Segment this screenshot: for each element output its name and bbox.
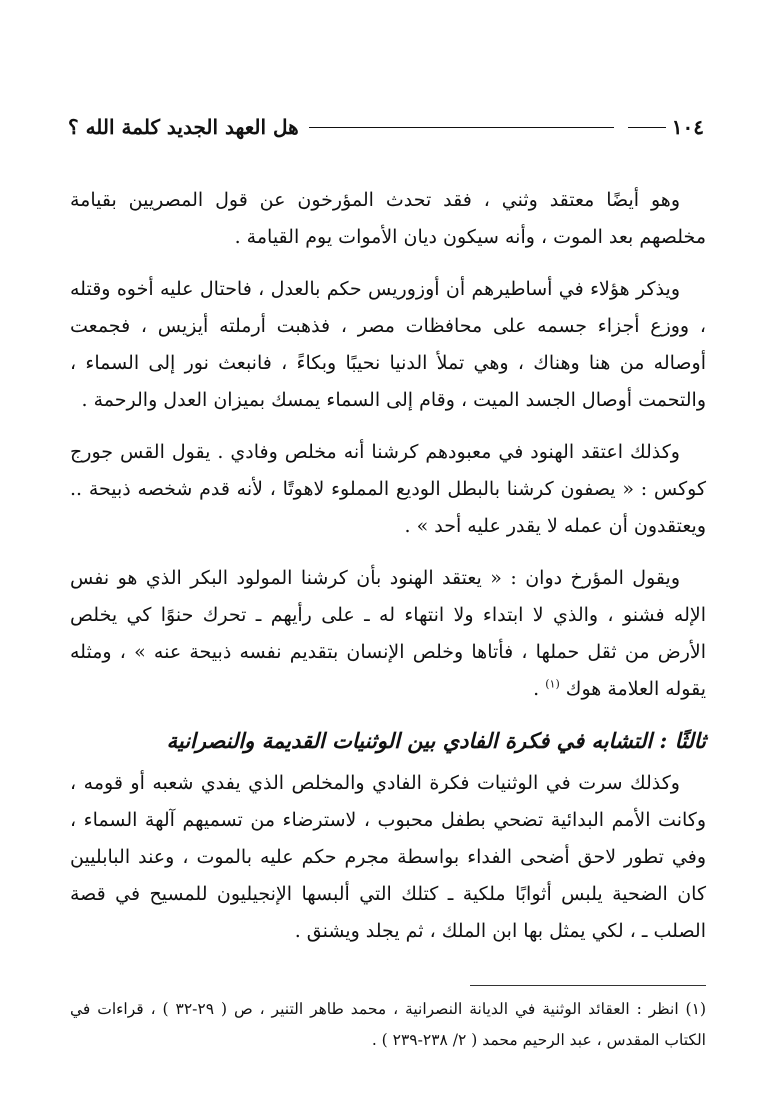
footnote-marker: (١): [545, 677, 560, 691]
footnote: (١) انظر : العقائد الوثنية في الديانة النصرانية ، محمد طاهر التنير ، ص ( ٢٩-٣٢ ) ، قراءات في الكتاب المقدس ، عبد الرحيم محمد ( ٢/ ٢٣٨-٢٣٩ ) .: [70, 1000, 706, 1049]
paragraph-4: [70, 560, 706, 708]
running-title: هل العهد الجديد كلمة الله ؟: [68, 115, 299, 139]
paragraph-3: وكذلك اعتقد الهنود في معبودهم كرشنا أنه مخلص وفادي . يقول القس جورج كوكس : « يصفون كرشنا بالبطل الوديع المملوء لاهوتًا ، لأنه قدم شخصه ذبيحة .. ويعتقدون أن عمله لا يقدر عليه أحد » .: [70, 441, 706, 537]
page-number: ١٠٤: [671, 115, 704, 139]
body-text: [70, 182, 706, 950]
paragraph-1: وهو أيضًا معتقد وثني ، فقد تحدث المؤرخون عن قول المصريين بقيامة مخلصهم بعد الموت ، وأنه سيكون ديان الأموات يوم القيامة .: [70, 189, 706, 248]
paragraph-4-end: .: [533, 678, 546, 700]
page-header: [68, 112, 704, 142]
paragraph-5: وكذلك سرت في الوثنيات فكرة الفادي والمخلص الذي يفدي شعبه أو قومه ، وكانت الأمم البدائية تضحي بطفل محبوب ، لاسترضاء من تسميهم آلهة السماء ، وفي تطور لاحق أضحى الفداء بواسطة مجرم حكم عليه بالموت ، وعند البابليين كان الضحية يلبس أثوابًا ملكية ـ كتلك التي ألبسها الإنجيليون للمسيح في قصة الصلب ـ ، لكي يمثل بها ابن الملك ، ثم يجلد ويشنق .: [70, 772, 706, 942]
section-heading: ثالثًا : التشابه في فكرة الفادي بين الوثنيات القديمة والنصرانية: [166, 728, 706, 753]
paragraph-4-text: ويقول المؤرخ دوان : « يعتقد الهنود بأن كرشنا المولود البكر الذي هو نفس الإله فشنو ، والذي لا ابتداء ولا انتهاء له ـ على رأيهم ـ تحرك حنوًا كي يخلص الأرض من ثقل حملها ، فأتاها وخلص الإنسان بتقديم نفسه ذبيحة عنه » ، ومثله يقوله العلامة هوك: [70, 567, 706, 700]
footnote-separator: [470, 985, 706, 986]
header-rule-short: [628, 127, 666, 128]
header-rule-long: [309, 127, 614, 128]
paragraph-2: ويذكر هؤلاء في أساطيرهم أن أوزوريس حكم بالعدل ، فاحتال عليه أخوه وقتله ، ووزع أجزاء جسمه على محافظات مصر ، فذهبت أرملته أيزيس ، فجمعت أوصاله من هنا وهناك ، وهي تملأ الدنيا نحيبًا وبكاءً ، فانبعث نور إلى السماء ، والتحمت أوصال الجسد الميت ، وقام إلى السماء يمسك بميزان العدل والرحمة .: [70, 278, 706, 411]
